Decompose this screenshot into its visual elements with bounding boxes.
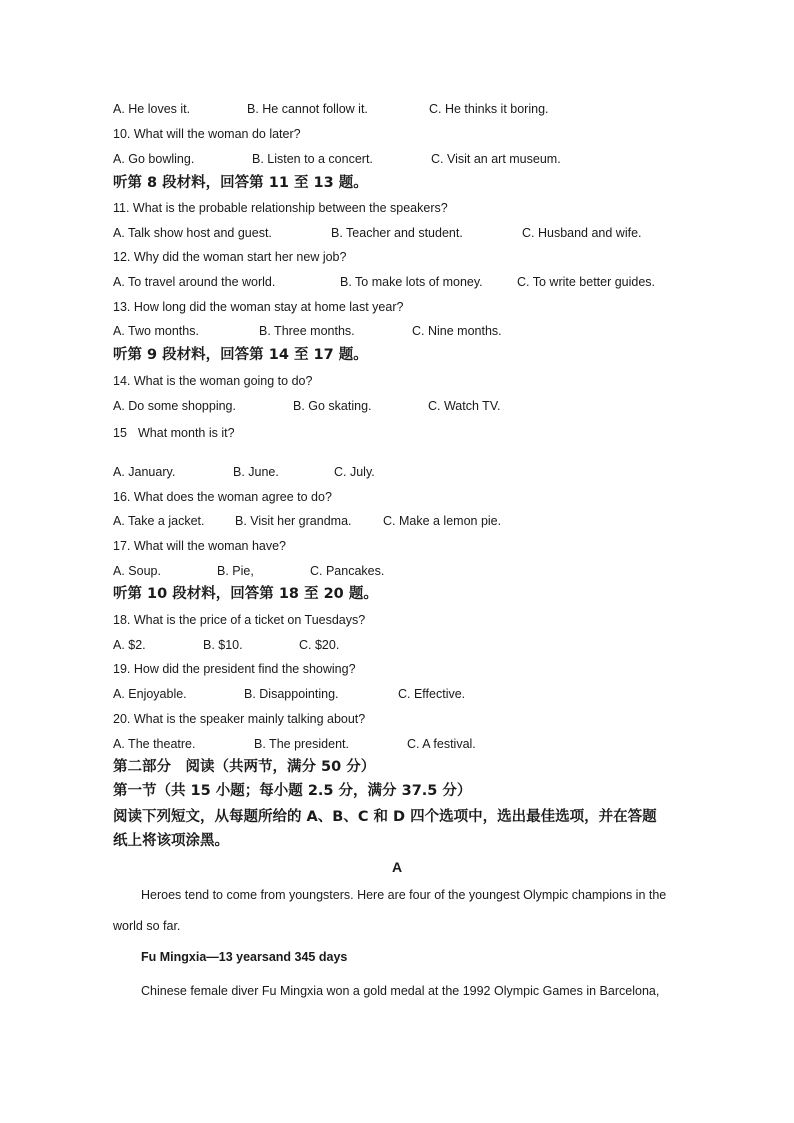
q17-option-b: B. Pie, bbox=[217, 564, 254, 578]
q19-option-a: A. Enjoyable. bbox=[113, 687, 187, 701]
q12-option-a: A. To travel around the world. bbox=[113, 275, 276, 289]
q13-option-b: B. Three months. bbox=[259, 324, 355, 338]
section-8-heading: 听第 8 段材料，回答第 11 至 13 题。 bbox=[113, 175, 368, 191]
q14-option-a: A. Do some shopping. bbox=[113, 399, 236, 413]
q10-option-b: B. Listen to a concert. bbox=[252, 152, 373, 166]
paragraph-1-line-1: Chinese female diver Fu Mingxia won a gold medal at the 1992 Olympic Games in Barcelona, bbox=[141, 984, 660, 998]
q12-option-b: B. To make lots of money. bbox=[340, 275, 483, 289]
q9-option-a: A. He loves it. bbox=[113, 102, 191, 116]
q12-option-c: C. To write better guides. bbox=[517, 275, 656, 289]
q20-option-c: C. A festival. bbox=[407, 737, 476, 751]
q14-question: 14. What is the woman going to do? bbox=[113, 374, 313, 388]
q9-option-c: C. He thinks it boring. bbox=[429, 102, 549, 116]
q19-option-c: C. Effective. bbox=[398, 687, 466, 701]
q9-option-b: B. He cannot follow it. bbox=[247, 102, 368, 116]
q11-question: 11. What is the probable relationship between the speakers? bbox=[113, 201, 448, 215]
q16-option-b: B. Visit her grandma. bbox=[235, 514, 352, 528]
q11-option-c: C. Husband and wife. bbox=[522, 226, 642, 240]
q18-question: 18. What is the price of a ticket on Tuesdays? bbox=[113, 613, 366, 627]
q16-option-c: C. Make a lemon pie. bbox=[383, 514, 502, 528]
q13-option-a: A. Two months. bbox=[113, 324, 199, 338]
q15-number: 15 bbox=[113, 426, 127, 440]
subheading-fu-mingxia: Fu Mingxia—13 yearsand 345 days bbox=[141, 950, 348, 964]
q17-option-c: C. Pancakes. bbox=[310, 564, 385, 578]
passage-label: A bbox=[391, 859, 403, 875]
q19-question: 19. How did the president find the showing? bbox=[113, 662, 356, 676]
q13-option-c: C. Nine months. bbox=[412, 324, 502, 338]
q15-option-a: A. January. bbox=[113, 465, 176, 479]
section-10-heading: 听第 10 段材料，回答第 18 至 20 题。 bbox=[113, 586, 378, 602]
q18-option-a: A. $2. bbox=[113, 638, 146, 652]
q15-option-b: B. June. bbox=[233, 465, 279, 479]
q20-option-a: A. The theatre. bbox=[113, 737, 196, 751]
q16-option-a: A. Take a jacket. bbox=[113, 514, 205, 528]
q19-option-b: B. Disappointing. bbox=[244, 687, 339, 701]
q10-option-c: C. Visit an art museum. bbox=[431, 152, 561, 166]
passage-intro-line-2: world so far. bbox=[113, 919, 181, 933]
part-2-title: 第二部分 阅读（共两节，满分 50 分） bbox=[113, 759, 376, 775]
q11-option-a: A. Talk show host and guest. bbox=[113, 226, 272, 240]
q11-option-b: B. Teacher and student. bbox=[331, 226, 463, 240]
q20-question: 20. What is the speaker mainly talking about? bbox=[113, 712, 366, 726]
q17-option-a: A. Soup. bbox=[113, 564, 161, 578]
q14-option-b: B. Go skating. bbox=[293, 399, 372, 413]
part-2-section-1: 第一节（共 15 小题；每小题 2.5 分，满分 37.5 分） bbox=[113, 783, 472, 799]
q16-question: 16. What does the woman agree to do? bbox=[113, 490, 332, 504]
q15-question: What month is it? bbox=[138, 426, 235, 440]
section-9-heading: 听第 9 段材料，回答第 14 至 17 题。 bbox=[113, 347, 368, 363]
q18-option-c: C. $20. bbox=[299, 638, 340, 652]
passage-intro-line-1: Heroes tend to come from youngsters. Here are four of the youngest Olympic champions in the bbox=[141, 888, 667, 902]
part-2-instruction-line-2: 纸上将该项涂黑。 bbox=[113, 833, 229, 849]
q20-option-b: B. The president. bbox=[254, 737, 349, 751]
q15-option-c: C. July. bbox=[334, 465, 375, 479]
part-2-instruction-line-1: 阅读下列短文，从每题所给的 A、B、C 和 D 四个选项中，选出最佳选项，并在答题 bbox=[113, 809, 657, 825]
q17-question: 17. What will the woman have? bbox=[113, 539, 287, 553]
q18-option-b: B. $10. bbox=[203, 638, 243, 652]
q13-question: 13. How long did the woman stay at home last year? bbox=[113, 300, 404, 314]
q10-question: 10. What will the woman do later? bbox=[113, 127, 301, 141]
q14-option-c: C. Watch TV. bbox=[428, 399, 501, 413]
q10-option-a: A. Go bowling. bbox=[113, 152, 195, 166]
q12-question: 12. Why did the woman start her new job? bbox=[113, 250, 347, 264]
